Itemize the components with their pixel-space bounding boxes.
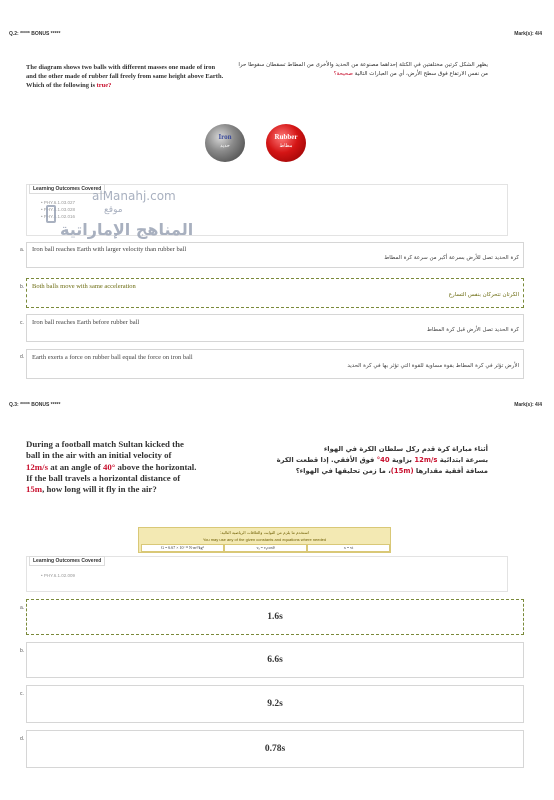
q3-option-letter: a. xyxy=(20,605,25,611)
q2-option-text-ar: الأرض تؤثر في كرة المطاط بقوة مساوية للقوة التي تؤثر بها في كرة الحديد xyxy=(347,363,519,369)
constants-title-ar: استخدم ما يلزم من الثوابت والعلاقات الرياضية التالية: xyxy=(220,530,309,535)
q3-option-a[interactable] xyxy=(26,599,524,635)
q2-option-text-en: Earth exerts a force on rubber ball equal the force on iron ball xyxy=(32,354,193,361)
q2-question-ar: يظهر الشكل كرتين مختلفتين في الكتلة إحداهما مصنوعة من الحديد والأخرى من المطاط تسقطان سقوطا حرا من نفس الارتفاع فوق سطح الأرض، أي من العبارات التالية صحيحة؟ xyxy=(238,62,488,77)
q2-option-letter: c. xyxy=(20,320,24,326)
constants-title-en: You may use any of the given constants and equations where needed xyxy=(202,537,327,542)
q2-option-d[interactable] xyxy=(26,349,524,379)
q2-option-c[interactable] xyxy=(26,314,524,342)
rubber-ball-image xyxy=(266,124,306,162)
q3-question-ar-text: بزاوية xyxy=(389,456,415,464)
watermark-ar-line1: موقع xyxy=(104,205,123,215)
rubber-ball-label: Rubber xyxy=(274,133,298,141)
q3-question-en-highlight: 40° xyxy=(102,461,116,472)
q3-question-en-line xyxy=(26,439,236,450)
q2-option-text-en: Iron ball reaches Earth before rubber ball xyxy=(32,319,140,326)
q3-marks: Mark(s): 4/4 xyxy=(514,402,542,408)
q3-question-ar-highlight: 12m/s xyxy=(414,456,438,464)
q3-question-en-line xyxy=(26,484,236,495)
constants-row xyxy=(141,544,390,552)
q2-option-letter: a. xyxy=(20,247,25,253)
q3-learning-outcome-item: • PHY.6.1.02.009 xyxy=(41,573,76,578)
constants-cell: vₓ = v₀cosθ xyxy=(224,544,307,552)
q2-question-en: The diagram shows two balls with different masses one made of iron and the other made of rubber fall freely from same height above Earth. Which of the following is true? xyxy=(26,64,224,89)
q2-option-text-ar: كرة الحديد تصل للأرض بسرعة أكبر من سرعة كرة المطاط xyxy=(384,255,519,261)
q3-question-en-line xyxy=(26,473,236,484)
watermark-latin: alManahj.com xyxy=(92,189,176,203)
q3-question-en-text: , how long will it fly in the air? xyxy=(42,484,157,495)
q2-marks: Mark(s): 4/4 xyxy=(514,31,542,37)
q3-question-en-line xyxy=(26,462,236,473)
q3-question-ar-text: أثناء مباراة كرة قدم ركل سلطان الكرة في الهواء xyxy=(323,445,488,453)
q3-option-letter: c. xyxy=(20,691,24,697)
q2-learning-outcome-item: • PHY.6.1.03.028 xyxy=(41,207,76,212)
q2-option-letter: b. xyxy=(20,284,25,290)
q3-option-d[interactable] xyxy=(26,730,524,768)
q3-option-value: 9.2s xyxy=(267,699,283,709)
q3-question-ar-line xyxy=(236,466,488,477)
q3-question-ar-highlight: (15m) xyxy=(390,467,414,475)
q2-learning-outcome-item: • PHY.6.1.03.027 xyxy=(41,200,76,205)
q3-question-en-text: During a football match Sultan kicked the xyxy=(26,439,184,449)
q2-number: Q.2: ***** BONUS ***** xyxy=(9,31,61,37)
watermark-logo xyxy=(46,205,56,223)
q3-question-en xyxy=(26,439,236,495)
q2-header xyxy=(0,27,554,41)
q3-question-en-text: If the ball travels a horizontal distance of xyxy=(26,472,181,483)
q3-learning-outcomes xyxy=(26,556,508,592)
q2-option-letter: d. xyxy=(20,354,25,360)
q2-option-b[interactable] xyxy=(26,278,524,308)
q3-option-letter: d. xyxy=(20,736,25,742)
q3-question-en-text: ball in the air with an initial velocity of xyxy=(26,450,172,461)
q2-learning-outcome-item: • PHY.6.1.02.016 xyxy=(41,214,76,219)
q3-question-ar-line xyxy=(236,455,488,466)
q3-question-en-highlight: 15m xyxy=(26,484,43,495)
q3-question-en-text: at an angle of xyxy=(48,461,103,472)
q3-option-value: 1.6s xyxy=(267,612,283,622)
q2-option-text-ar: كرة الحديد تصل الأرض قبل كرة المطاط xyxy=(426,327,519,333)
q2-option-text-en: Iron ball reaches Earth with larger velocity than rubber ball xyxy=(32,246,187,253)
constants-cell: G = 6.67 × 10⁻¹¹ N·m²/kg² xyxy=(141,544,224,552)
q3-question-ar xyxy=(236,444,488,477)
q3-option-letter: b. xyxy=(20,648,25,654)
q3-number: Q.3: ***** BONUS ***** xyxy=(9,402,61,408)
constants-table xyxy=(138,527,391,553)
constants-cell: x = vt xyxy=(307,544,390,552)
iron-ball-label: Iron xyxy=(218,133,232,141)
q3-option-value: 0.78s xyxy=(264,744,286,754)
q2-option-text-en: Both balls move with same acceleration xyxy=(32,283,136,290)
q3-question-ar-text: ، ما زمن تحليقها في الهواء؟ xyxy=(295,467,391,475)
iron-ball-sublabel: حديد xyxy=(220,144,230,149)
q3-option-b[interactable] xyxy=(26,642,524,678)
q3-question-ar-text: مسافة أفقية مقدارها xyxy=(413,467,488,475)
q3-option-value: 6.6s xyxy=(267,655,283,665)
q3-option-c[interactable] xyxy=(26,685,524,723)
q3-question-en-line xyxy=(26,450,236,461)
q3-question-ar-text: فوق الأفقي. إذا قطعت الكرة xyxy=(276,456,377,464)
q2-question-ar-emphasis: صحيحة؟ xyxy=(333,71,353,77)
q2-question-en-emphasis: true? xyxy=(96,82,112,89)
q2-learning-outcomes-title: Learning Outcomes Covered xyxy=(29,184,105,194)
q3-question-ar-text: بسرعة ابتدائية xyxy=(437,456,488,464)
q3-question-ar-line xyxy=(236,444,488,455)
q3-question-ar-highlight: 40° xyxy=(376,456,390,464)
q3-learning-outcomes-title: Learning Outcomes Covered xyxy=(29,556,105,566)
q3-question-en-text: above the horizontal. xyxy=(115,461,197,472)
q2-option-text-ar: الكرتان تتحركان بنفس التسارع xyxy=(448,292,519,298)
rubber-ball-sublabel: مطاط xyxy=(279,144,293,149)
q3-header xyxy=(0,398,554,412)
watermark-ar-line2: المناهج الإماراتية xyxy=(60,220,194,239)
iron-ball-image xyxy=(205,124,245,162)
q2-option-a[interactable] xyxy=(26,242,524,268)
q3-question-en-highlight: 12m/s xyxy=(26,461,48,472)
